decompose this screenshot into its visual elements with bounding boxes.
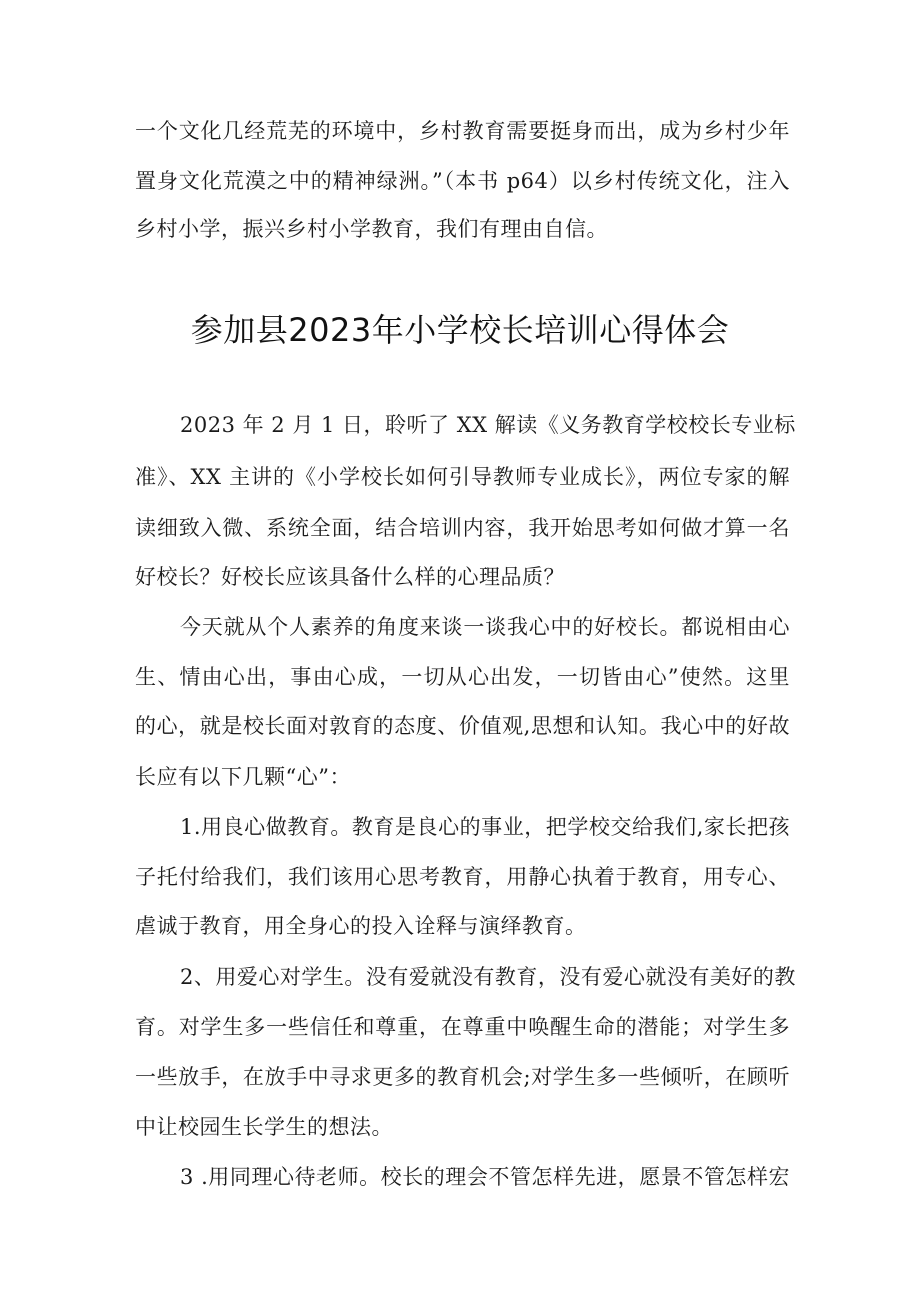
paragraph-line: 读细致入微、系统全面，结合培训内容，我开始思考如何做才算一名 xyxy=(135,516,790,540)
paragraph-line: 长应有以下几颗“心”： xyxy=(135,765,351,789)
paragraph-line: 生、情由心出，事由心成，一切从心出发，一切皆由心”使然。这里 xyxy=(135,665,790,689)
intro-line: 乡村小学，振兴乡村小学教育，我们有理由自信。 xyxy=(135,217,608,241)
paragraph-line: 的心，就是校长面对敦育的态度、价值观,思想和认知。我心中的好故 xyxy=(135,714,790,738)
paragraph-line: 3 .用同理心待老师。校长的理会不管怎样先进，愿景不管怎样宏 xyxy=(180,1165,790,1189)
paragraph-line: 子托付给我们，我们该用心思考教育，用静心执着于教育，用专心、 xyxy=(135,865,790,889)
paragraph-line: 好校长？好校长应该具备什么样的心理品质？ xyxy=(135,565,565,589)
paragraph-line: 准》、XX 主讲的《小学校长如何引导教师专业成长》，两位专家的解 xyxy=(135,465,790,489)
intro-line: 置身文化荒漠之中的精神绿洲。”（本书 p64）以乡村传统文化，注入 xyxy=(135,169,790,193)
paragraph-line: 1.用良心做教育。教育是良心的事业，把学校交给我们,家长把孩 xyxy=(180,815,790,839)
paragraph-line: 虐诚于教育，用全身心的投入诠释与演绎教育。 xyxy=(135,914,587,938)
paragraph-line: 育。对学生多一些信任和尊重，在尊重中唤醒生命的潜能；对学生多 xyxy=(135,1015,790,1039)
paragraph-line: 一些放手，在放手中寻求更多的教育机会;对学生多一些倾听，在顾听 xyxy=(135,1065,790,1089)
intro-line: 一个文化几经荒芜的环境中，乡村教育需要挺身而出，成为乡村少年 xyxy=(135,119,790,143)
document-title: 参加县2023年小学校长培训心得体会 xyxy=(190,311,730,349)
paragraph-line: 中让校园生长学生的想法。 xyxy=(135,1115,393,1139)
paragraph-line: 今天就从个人素养的角度来谈一谈我心中的好校长。都说相由心 xyxy=(180,615,790,639)
paragraph-line: 2、用爱心对学生。没有爱就没有教育，没有爱心就没有美好的教 xyxy=(180,965,796,989)
paragraph-line: 2023 年 2 月 1 日，聆听了 XX 解读《义务教育学校校长专业标 xyxy=(180,413,796,437)
